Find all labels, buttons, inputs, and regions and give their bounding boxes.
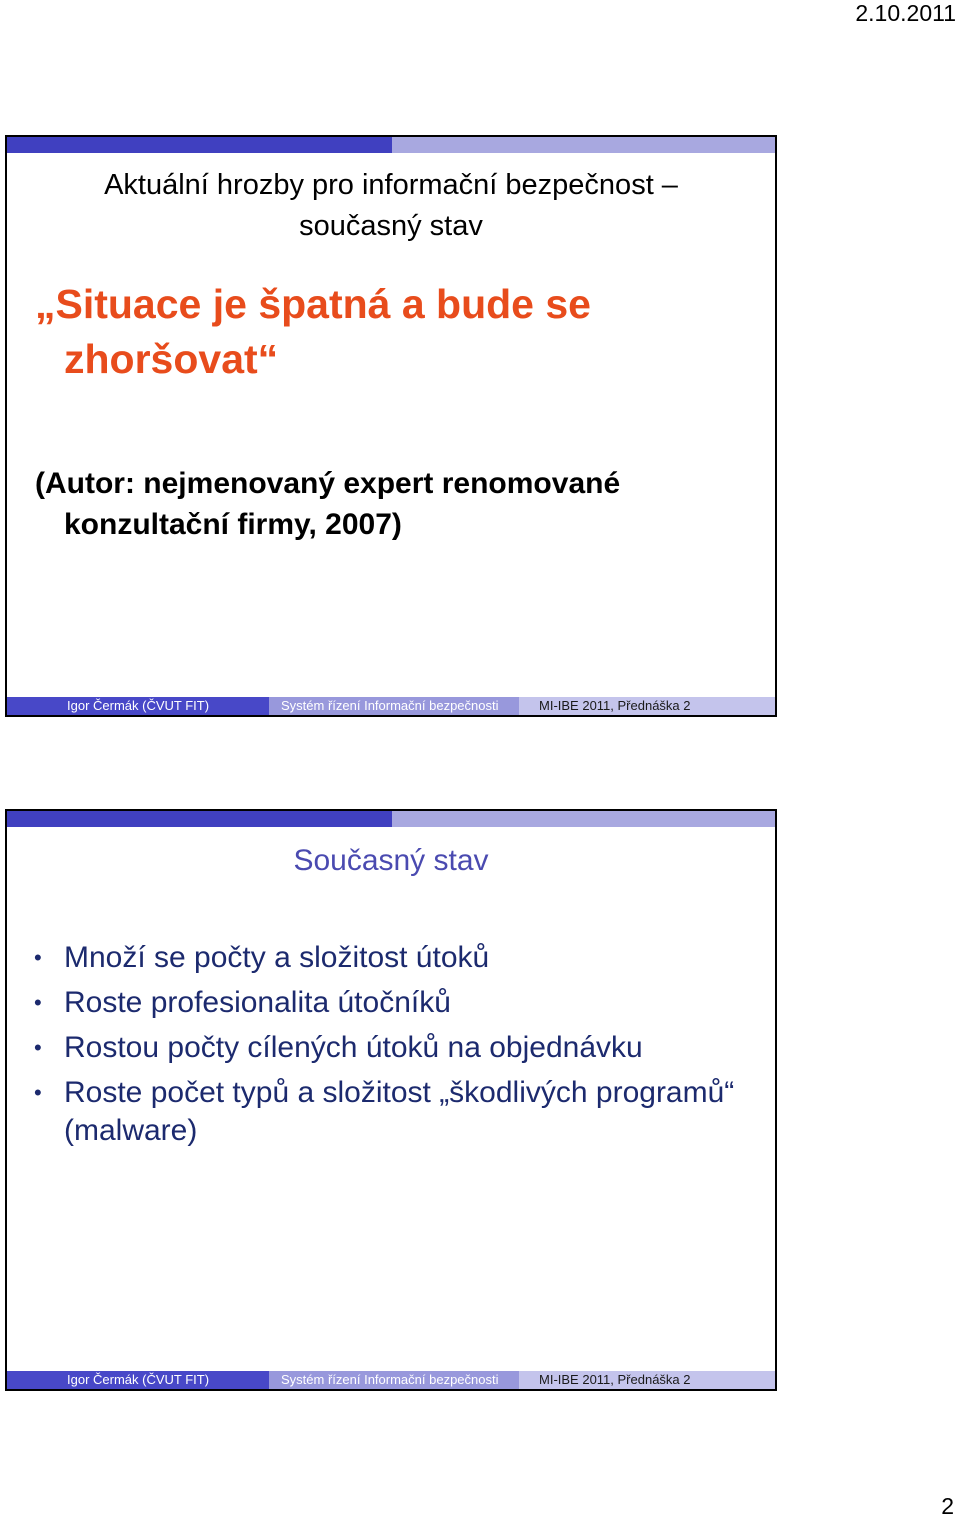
slide-footer [7,1371,775,1389]
top-bar-light-segment [392,137,775,153]
bullet-text: Roste počet typů a složitost „škodlivých programů“ (malware) [64,1076,735,1147]
slide-1-quote: „Situace je špatná a bude se zhoršovat“ [35,281,591,382]
slide-top-bar [7,811,775,827]
footer-author: Igor Čermák (ČVUT FIT) [7,697,269,715]
footer-course: Systém řízení Informační bezpečnosti [269,697,519,715]
top-bar-dark-segment [7,811,392,827]
page-date: 2.10.2011 [855,0,956,26]
list-item [32,984,762,1022]
top-bar-light-segment [392,811,775,827]
list-item [32,939,762,977]
bullet-text: Množí se počty a složitost útoků [64,941,490,974]
slide-1-author-note: (Autor: nejmenovaný expert renomované konzultační firmy, 2007) [35,467,621,541]
slide-footer [7,697,775,715]
slide-1-heading-line2: současný stav [299,210,483,242]
slide-2 [5,809,777,1391]
slide-2-bullet-list [32,939,762,1157]
list-item [32,1029,762,1067]
footer-lecture: MI-IBE 2011, Přednáška 2 [519,697,775,715]
slide-1-heading-line1: Aktuální hrozby pro informační bezpečnost – [104,169,678,201]
footer-lecture: MI-IBE 2011, Přednáška 2 [519,1371,775,1389]
bullet-icon: • [34,1080,42,1105]
footer-author: Igor Čermák (ČVUT FIT) [7,1371,269,1389]
bullet-text: Roste profesionalita útočníků [64,986,451,1019]
bullet-icon: • [34,1035,42,1060]
slide-1-heading [7,165,775,247]
slide-2-title: Současný stav [293,844,489,877]
slide-top-bar [7,137,775,153]
bullet-icon: • [34,990,42,1015]
bullet-text: Rostou počty cílených útoků na objednávku [64,1031,643,1064]
slide-1 [5,135,777,717]
page-number: 2 [941,1493,954,1519]
bullet-icon: • [34,945,42,970]
footer-course: Systém řízení Informační bezpečnosti [269,1371,519,1389]
list-item [32,1074,762,1150]
top-bar-dark-segment [7,137,392,153]
